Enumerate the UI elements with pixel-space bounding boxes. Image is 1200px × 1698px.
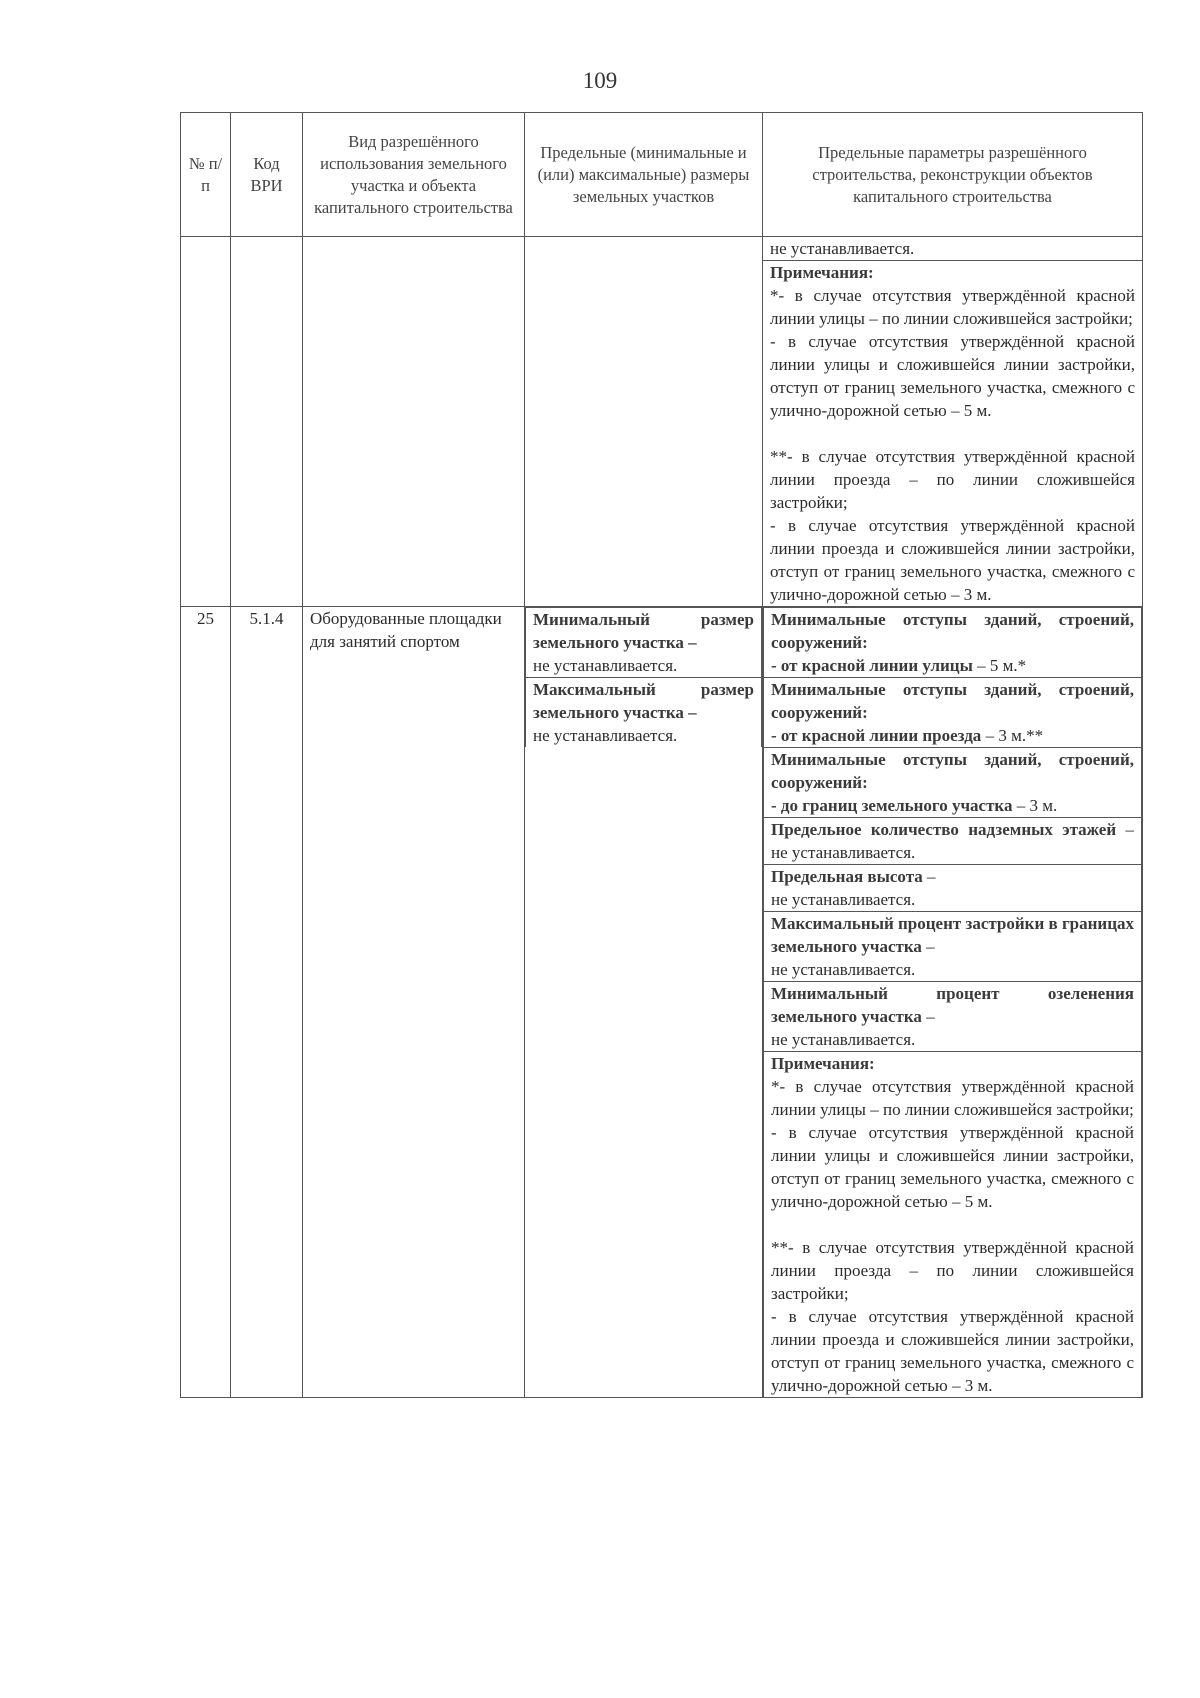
header-code: Код ВРИ [231, 113, 303, 237]
notes-title: Примечания: [770, 263, 874, 282]
note-paragraph: **- в случае отсутствия утверждённой красной линии проезда – по линии сложившейся застройки; [770, 447, 1135, 512]
header-num: № п/п [181, 113, 231, 237]
cell-sizes-empty [525, 237, 763, 607]
note-paragraph: **- в случае отсутствия утверждённой красной линии проезда – по линии сложившейся застройки; [771, 1238, 1134, 1303]
param-item [764, 818, 1142, 865]
max-size-value: не устанавливается. [533, 726, 678, 745]
param-item: Максимальный процент застройки в границах земельного участка – не устанавливается. [764, 912, 1142, 982]
param-value: не устанавливается. [771, 1030, 916, 1049]
param-label: Минимальные отступы зданий, строений, сооружений: [771, 680, 1134, 722]
note-paragraph: *- в случае отсутствия утверждённой красной линии улицы – по линии сложившейся застройки; [770, 286, 1135, 328]
table-header-row [181, 113, 1143, 237]
row-params [763, 607, 1143, 1398]
param-label: Минимальные отступы зданий, строений, сооружений: [771, 610, 1134, 652]
param-label: Предельная высота [771, 867, 923, 886]
param-label: Минимальный процент озеленения земельного участка [771, 984, 1134, 1026]
table-row-25 [181, 607, 1143, 1398]
regulations-table [180, 112, 1143, 1398]
min-size-item [526, 608, 762, 678]
param-value: – не устанавливается. [771, 820, 1135, 862]
param-value: – 3 м. [1012, 796, 1058, 815]
param-item [764, 608, 1142, 678]
note-paragraph: - в случае отсутствия утверждённой красной линии улицы и сложившейся линии застройки, отступ от границ земельного участка, смежного с улично-дорожной сетью – 5 м. [771, 1123, 1134, 1211]
notes-block [764, 1052, 1142, 1398]
notes-block [763, 261, 1143, 607]
min-size-value: не устанавливается. [533, 656, 678, 675]
param-item: Предельная высота – не устанавливается. [764, 865, 1142, 912]
cell-use-empty [303, 237, 525, 607]
param-label: Предельное количество надземных этажей [771, 820, 1117, 839]
param-value-bold: - до границ земельного участка [771, 796, 1013, 815]
note-paragraph: *- в случае отсутствия утверждённой красной линии улицы – по линии сложившейся застройки; [771, 1077, 1134, 1119]
row-code: 5.1.4 [231, 607, 303, 1398]
param-label: Минимальные отступы зданий, строений, сооружений: [771, 750, 1134, 792]
notes-title: Примечания: [771, 1054, 875, 1073]
param-value-bold: - от красной линии улицы [771, 656, 973, 675]
table-row-continuation [181, 237, 1143, 261]
param-value-bold: - от красной линии проезда [771, 726, 982, 745]
header-sizes: Предельные (минимальные и (или) максимальные) размеры земельных участков [525, 113, 763, 237]
note-paragraph: - в случае отсутствия утверждённой красной линии улицы и сложившейся линии застройки, отступ от границ земельного участка, смежного с улично-дорожной сетью – 5 м. [770, 332, 1135, 420]
param-item [764, 678, 1142, 748]
header-params: Предельные параметры разрешённого строительства, реконструкции объектов капитального строительства [763, 113, 1143, 237]
param-value: – 5 м.* [972, 656, 1027, 675]
row-use-type: Оборудованные площадки для занятий спортом [303, 607, 525, 1398]
header-use-type: Вид разрешённого использования земельного участка и объекта капитального строительства [303, 113, 525, 237]
max-size-label: Максимальный размер земельного участка – [533, 680, 754, 722]
param-value: не устанавливается. [771, 890, 916, 909]
max-size-item [526, 678, 762, 748]
note-paragraph: - в случае отсутствия утверждённой красной линии проезда и сложившейся линии застройки, отступ от границ земельного участка, смежного с улично-дорожной сетью – 3 м. [770, 516, 1135, 604]
row-sizes [525, 607, 763, 1398]
cell-num-empty [181, 237, 231, 607]
param-label: Максимальный процент застройки в границах земельного участка [771, 914, 1135, 956]
param-item: Минимальный процент озеленения земельного участка – не устанавливается. [764, 982, 1142, 1052]
params-tail: не устанавливается. [763, 237, 1143, 261]
param-value: не устанавливается. [771, 960, 916, 979]
note-paragraph: - в случае отсутствия утверждённой красной линии проезда и сложившейся линии застройки, отступ от границ земельного участка, смежного с улично-дорожной сетью – 3 м. [771, 1307, 1134, 1395]
cell-code-empty [231, 237, 303, 607]
param-item [764, 748, 1142, 818]
param-value: – 3 м.** [981, 726, 1044, 745]
min-size-label: Минимальный размер земельного участка – [533, 610, 754, 652]
row-number: 25 [181, 607, 231, 1398]
page-number: 109 [582, 68, 618, 93]
